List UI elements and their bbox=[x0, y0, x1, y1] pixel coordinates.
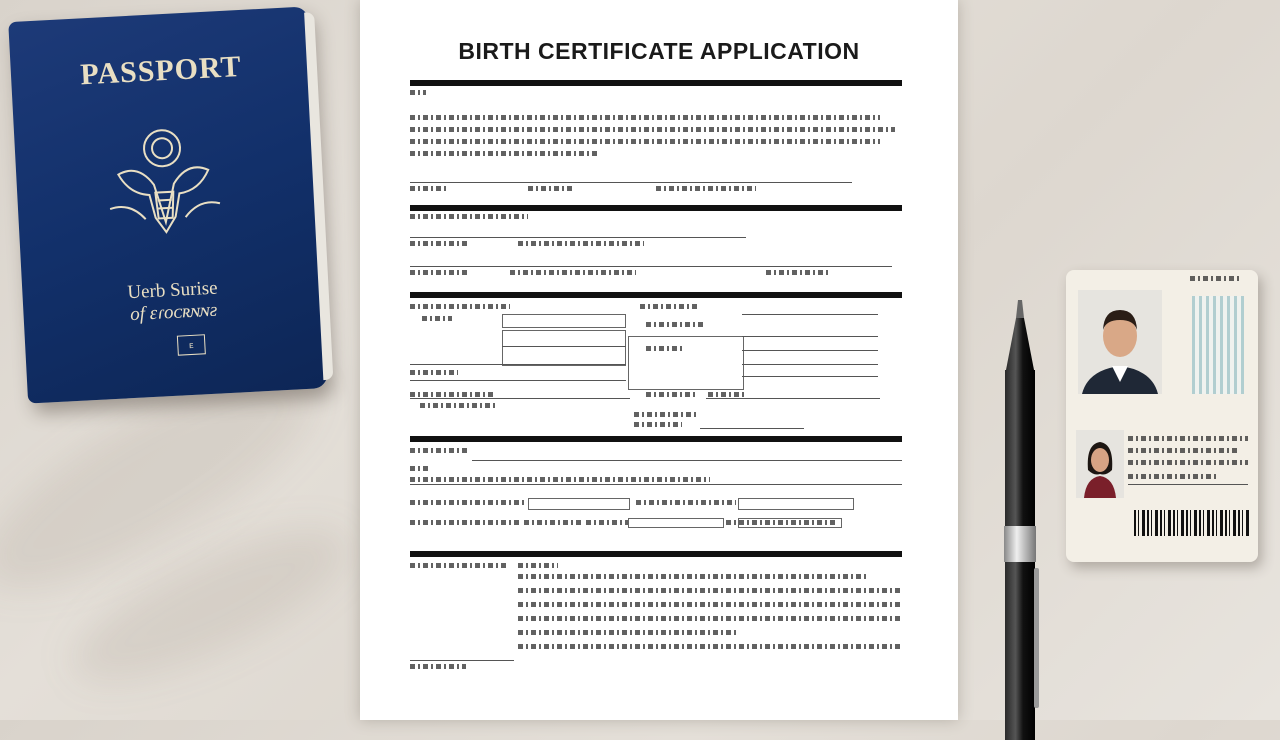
illegible-text bbox=[766, 270, 830, 275]
illegible-text bbox=[634, 412, 698, 417]
form-field-line bbox=[502, 346, 626, 347]
illegible-text bbox=[636, 500, 736, 505]
form-input-box bbox=[528, 498, 630, 510]
passport-title: PASSPORT bbox=[79, 49, 243, 92]
form-field-line bbox=[700, 428, 804, 429]
illegible-text bbox=[1128, 474, 1218, 479]
illegible-text bbox=[410, 90, 426, 95]
form-field-line bbox=[1128, 484, 1248, 485]
form-field-line bbox=[742, 314, 878, 315]
illegible-text bbox=[410, 270, 468, 275]
illegible-text bbox=[510, 270, 636, 275]
illegible-text bbox=[410, 477, 710, 482]
illegible-text bbox=[410, 500, 526, 505]
illegible-text bbox=[1128, 436, 1248, 441]
form-input-box bbox=[502, 330, 626, 366]
passport-country-line: Uerb Surise bbox=[126, 277, 219, 304]
illegible-text bbox=[410, 214, 528, 219]
illegible-text bbox=[646, 392, 698, 397]
illegible-text bbox=[518, 616, 902, 621]
form-field-line bbox=[706, 398, 880, 399]
form-field-line bbox=[410, 660, 514, 661]
id-photo-man bbox=[1078, 290, 1162, 394]
form-field-line bbox=[472, 460, 902, 461]
illegible-text bbox=[410, 139, 880, 144]
illegible-text bbox=[410, 563, 506, 568]
illegible-text bbox=[646, 322, 706, 327]
illegible-text bbox=[410, 448, 470, 453]
form-input-box bbox=[502, 314, 626, 328]
illegible-text bbox=[410, 127, 895, 132]
illegible-text bbox=[1190, 276, 1240, 281]
form-title: BIRTH CERTIFICATE APPLICATION bbox=[458, 38, 860, 64]
illegible-text bbox=[1128, 448, 1238, 453]
illegible-text bbox=[524, 520, 584, 525]
illegible-text bbox=[518, 588, 902, 593]
illegible-text bbox=[410, 392, 496, 397]
illegible-text bbox=[410, 151, 600, 156]
id-photo-woman bbox=[1076, 430, 1124, 498]
illegible-text bbox=[422, 316, 452, 321]
form-field-line bbox=[742, 376, 878, 377]
section-bar bbox=[410, 436, 902, 442]
illegible-text bbox=[410, 370, 458, 375]
form-input-box bbox=[738, 518, 842, 528]
illegible-text bbox=[518, 602, 902, 607]
form-field-line bbox=[410, 237, 746, 238]
illegible-text bbox=[410, 115, 880, 120]
birth-certificate-form bbox=[360, 0, 958, 720]
illegible-text bbox=[420, 403, 496, 408]
section-bar bbox=[410, 80, 902, 86]
pen-icon bbox=[1000, 300, 1040, 740]
illegible-text bbox=[410, 304, 510, 309]
illegible-text bbox=[708, 392, 744, 397]
section-bar bbox=[410, 205, 902, 211]
passport-country-line-2: of ɛɾᴏᴄʀɴɴƨ bbox=[129, 299, 218, 326]
illegible-text bbox=[634, 422, 682, 427]
form-field-line bbox=[410, 398, 630, 399]
illegible-text bbox=[410, 664, 466, 669]
illegible-text bbox=[518, 574, 866, 579]
id-hologram bbox=[1192, 296, 1244, 394]
illegible-text bbox=[410, 186, 446, 191]
form-field-line bbox=[410, 484, 902, 485]
illegible-text bbox=[640, 304, 700, 309]
section-bar bbox=[410, 551, 902, 557]
form-input-box bbox=[628, 518, 724, 528]
form-field-line bbox=[410, 380, 626, 381]
passport bbox=[8, 6, 328, 403]
illegible-text bbox=[518, 644, 902, 649]
form-field-line bbox=[410, 364, 626, 365]
illegible-text bbox=[410, 241, 470, 246]
form-field-line bbox=[742, 336, 878, 337]
illegible-text bbox=[410, 520, 520, 525]
form-input-box bbox=[628, 336, 744, 390]
form-input-box bbox=[738, 498, 854, 510]
passport-chip-icon: ᴇ bbox=[177, 334, 206, 355]
illegible-text bbox=[518, 563, 558, 568]
form-field-line bbox=[410, 182, 852, 183]
section-bar bbox=[410, 292, 902, 298]
illegible-text bbox=[656, 186, 756, 191]
id-card bbox=[1066, 270, 1258, 562]
form-field-line bbox=[742, 350, 878, 351]
illegible-text bbox=[410, 466, 428, 471]
eagle-emblem-icon bbox=[96, 119, 233, 256]
illegible-text bbox=[518, 241, 644, 246]
illegible-text bbox=[528, 186, 574, 191]
form-field-line bbox=[742, 364, 878, 365]
form-field-line bbox=[410, 266, 892, 267]
illegible-text bbox=[1128, 460, 1248, 465]
illegible-text bbox=[586, 520, 628, 525]
barcode-icon bbox=[1134, 510, 1250, 536]
illegible-text bbox=[518, 630, 738, 635]
